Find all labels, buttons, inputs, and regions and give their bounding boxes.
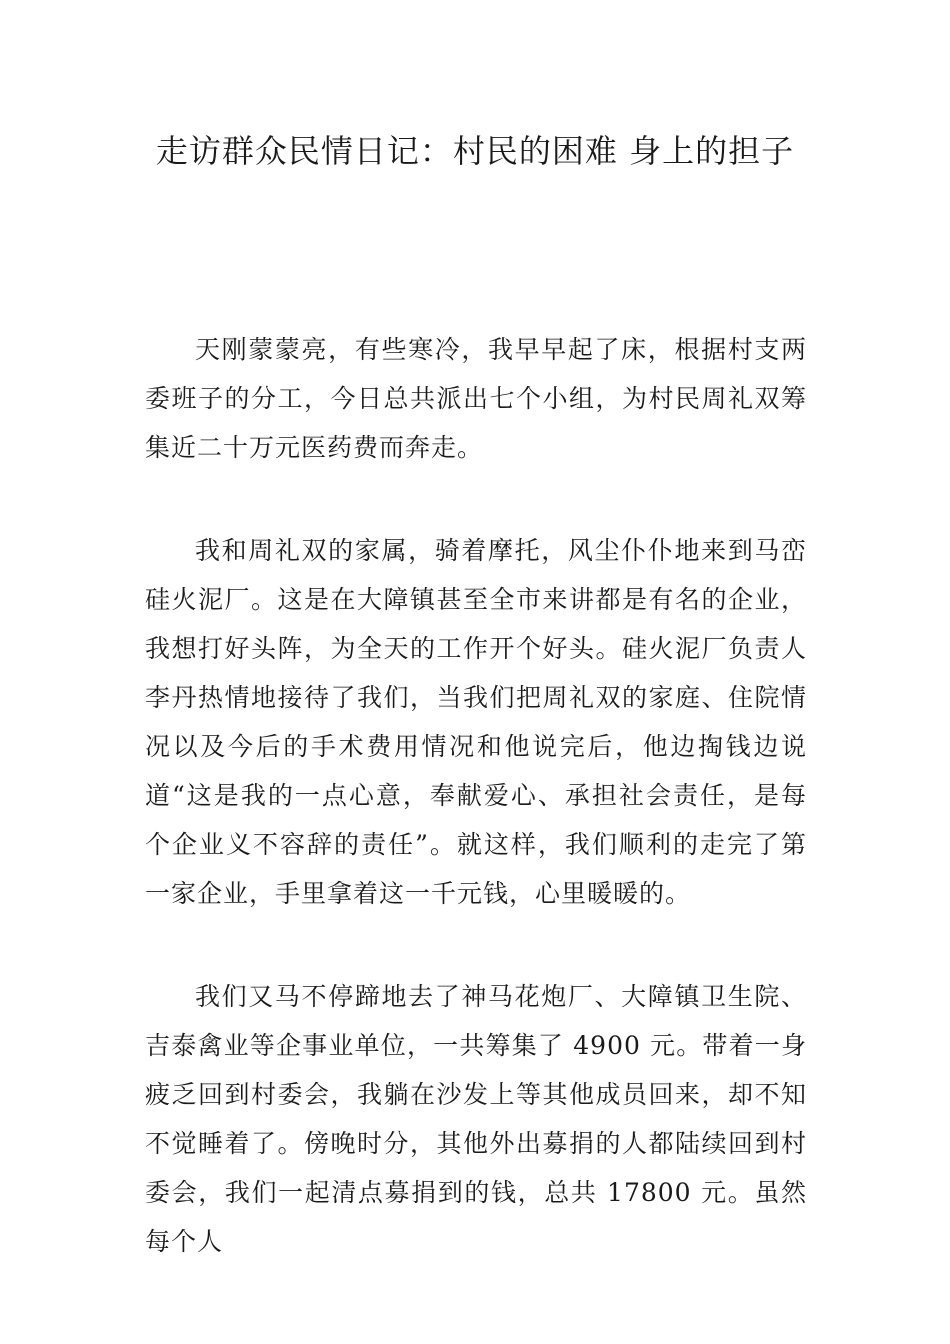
paragraph-2: 我和周礼双的家属，骑着摩托，风尘仆仆地来到马峦硅火泥厂。这是在大障镇甚至全市来讲都是有名的企业，我想打好头阵，为全天的工作开个好头。硅火泥厂负责人李丹热情地接待了我们，当我们把周礼双的家庭、住院情况以及今后的手术费用情况和他说完后，他边掏钱边说道“这是我的一点心意，奉献爱心、承担社会责任，是每个企业义不容辞的责任”。就这样，我们顺利的走完了第一家企业，手里拿着这一千元钱，心里暖暖的。	[145, 536, 807, 908]
paragraph-3: 我们又马不停蹄地去了神马花炮厂、大障镇卫生院、吉泰禽业等企事业单位，一共筹集了 4900 元。带着一身疲乏回到村委会，我躺在沙发上等其他成员回来，却不知不觉睡着了。傍晚时分，其他外出募捐的人都陆续回到村委会，我们一起清点募捐到的钱，总共 17800 元。虽然每个人	[145, 982, 807, 1256]
paragraph-1: 天刚蒙蒙亮，有些寒冷，我早早起了床，根据村支两委班子的分工，今日总共派出七个小组，为村民周礼双筹集近二十万元医药费而奔走。	[145, 335, 807, 462]
document-title: 走访群众民情日记：村民的困难 身上的担子	[155, 132, 795, 170]
